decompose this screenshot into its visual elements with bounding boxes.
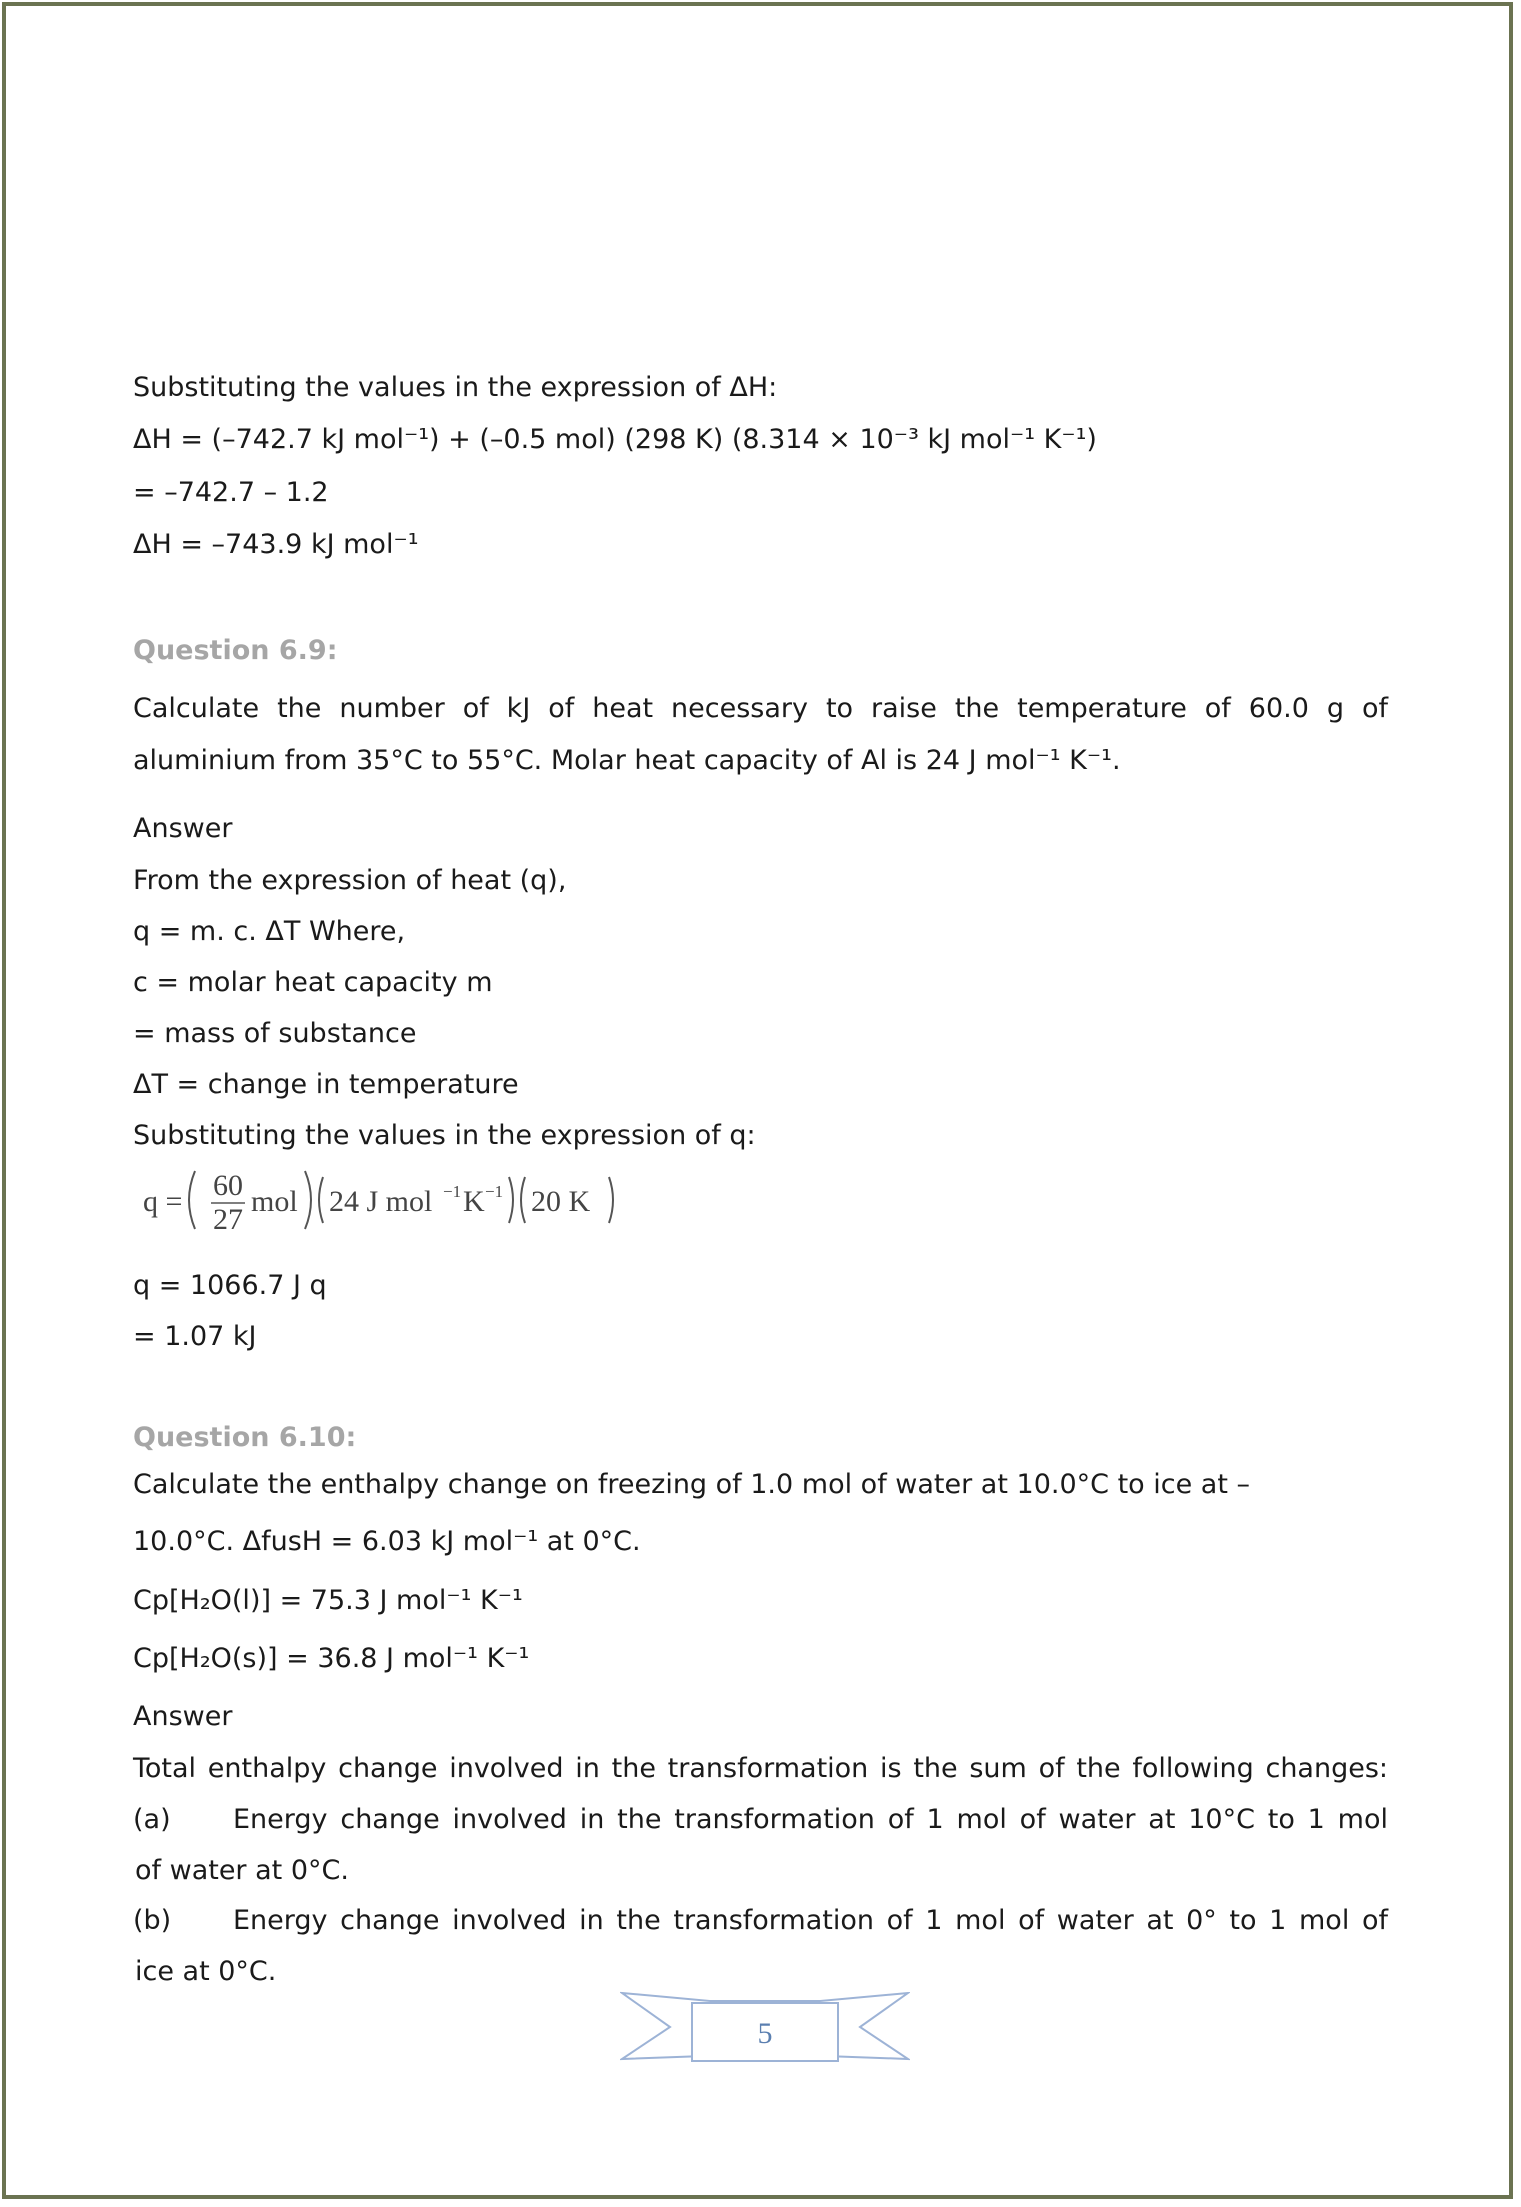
item-label: (a) <box>133 1804 171 1835</box>
substitution-intro: Substituting the values in the expression of ΔH: <box>133 372 778 403</box>
question-6-10-heading: Question 6.10: <box>133 1422 357 1453</box>
answer-label: Answer <box>133 813 233 844</box>
question-6-9-heading: Question 6.9: <box>133 635 338 666</box>
eq-paren-left-3 <box>521 1177 525 1223</box>
eq-exp-1: −1 <box>443 1182 462 1201</box>
item-label: (b) <box>133 1905 172 1936</box>
heat-result-kj: = 1.07 kJ <box>133 1321 257 1352</box>
cp-solid: Cp[H₂O(s)] = 36.8 J mol⁻¹ K⁻¹ <box>133 1643 530 1674</box>
question-6-9-text: Calculate the number of kJ of heat necessary to raise the temperature of 60.0 g of aluminium from 35°C to 55°C. Molar heat capacity of Al is 24 J mol⁻¹ K⁻¹. <box>133 693 1388 776</box>
eq-paren-right-3 <box>609 1177 613 1223</box>
answer-line: From the expression of heat (q), <box>133 865 567 896</box>
cp-liquid: Cp[H₂O(l)] = 75.3 J mol⁻¹ K⁻¹ <box>133 1585 523 1616</box>
answer-line: ΔT = change in temperature <box>133 1069 519 1100</box>
list-item <box>133 1802 1388 1838</box>
answer-line: = mass of substance <box>133 1018 417 1049</box>
eq-paren-left-2 <box>319 1177 323 1223</box>
item-text: Energy change involved in the transformation of 1 mol of water at 0° to 1 mol of <box>233 1905 1388 1936</box>
eq-paren-right-2 <box>509 1177 513 1223</box>
eq-exp-2: −1 <box>485 1182 504 1201</box>
eq-factor-2: 24 J mol <box>329 1185 433 1218</box>
eq-lhs: q = <box>143 1185 183 1218</box>
eq-paren-left <box>189 1171 195 1229</box>
answer-line: q = m. c. ΔT Where, <box>133 916 406 947</box>
heat-equation-image <box>133 1165 653 1235</box>
eq-denominator: 27 <box>213 1203 243 1235</box>
question-6-10-line2: 10.0°C. ΔfusH = 6.03 kJ mol⁻¹ at 0°C. <box>133 1526 641 1557</box>
page-number: 5 <box>757 2017 773 2050</box>
item-text-continued: of water at 0°C. <box>135 1855 349 1886</box>
answer-line: Substituting the values in the expression of q: <box>133 1120 756 1151</box>
heat-result: q = 1066.7 J q <box>133 1270 327 1301</box>
enthalpy-result: ΔH = –743.9 kJ mol⁻¹ <box>133 529 419 560</box>
enthalpy-intermediate: = –742.7 – 1.2 <box>133 477 329 508</box>
eq-unit: mol <box>251 1185 298 1218</box>
item-text-continued: ice at 0°C. <box>135 1956 277 1987</box>
question-6-10-line1: Calculate the enthalpy change on freezing of 1.0 mol of water at 10.0°C to ice at – <box>133 1469 1251 1500</box>
answer-line: c = molar heat capacity m <box>133 967 493 998</box>
eq-paren-right <box>305 1171 311 1229</box>
item-text: Energy change involved in the transformation of 1 mol of water at 10°C to 1 mol <box>233 1804 1388 1835</box>
answer-label: Answer <box>133 1701 233 1732</box>
eq-numerator: 60 <box>213 1169 243 1202</box>
eq-kelvin: K <box>463 1185 485 1218</box>
eq-factor-3: 20 K <box>531 1185 591 1218</box>
enthalpy-substitution: ΔH = (–742.7 kJ mol⁻¹) + (–0.5 mol) (298 K) (8.314 × 10⁻³ kJ mol⁻¹ K⁻¹) <box>133 424 1097 455</box>
page-number-ribbon <box>620 1985 910 2069</box>
total-enthalpy-statement: Total enthalpy change involved in the transformation is the sum of the following changes: <box>133 1753 1388 1784</box>
list-item <box>133 1903 1388 1939</box>
